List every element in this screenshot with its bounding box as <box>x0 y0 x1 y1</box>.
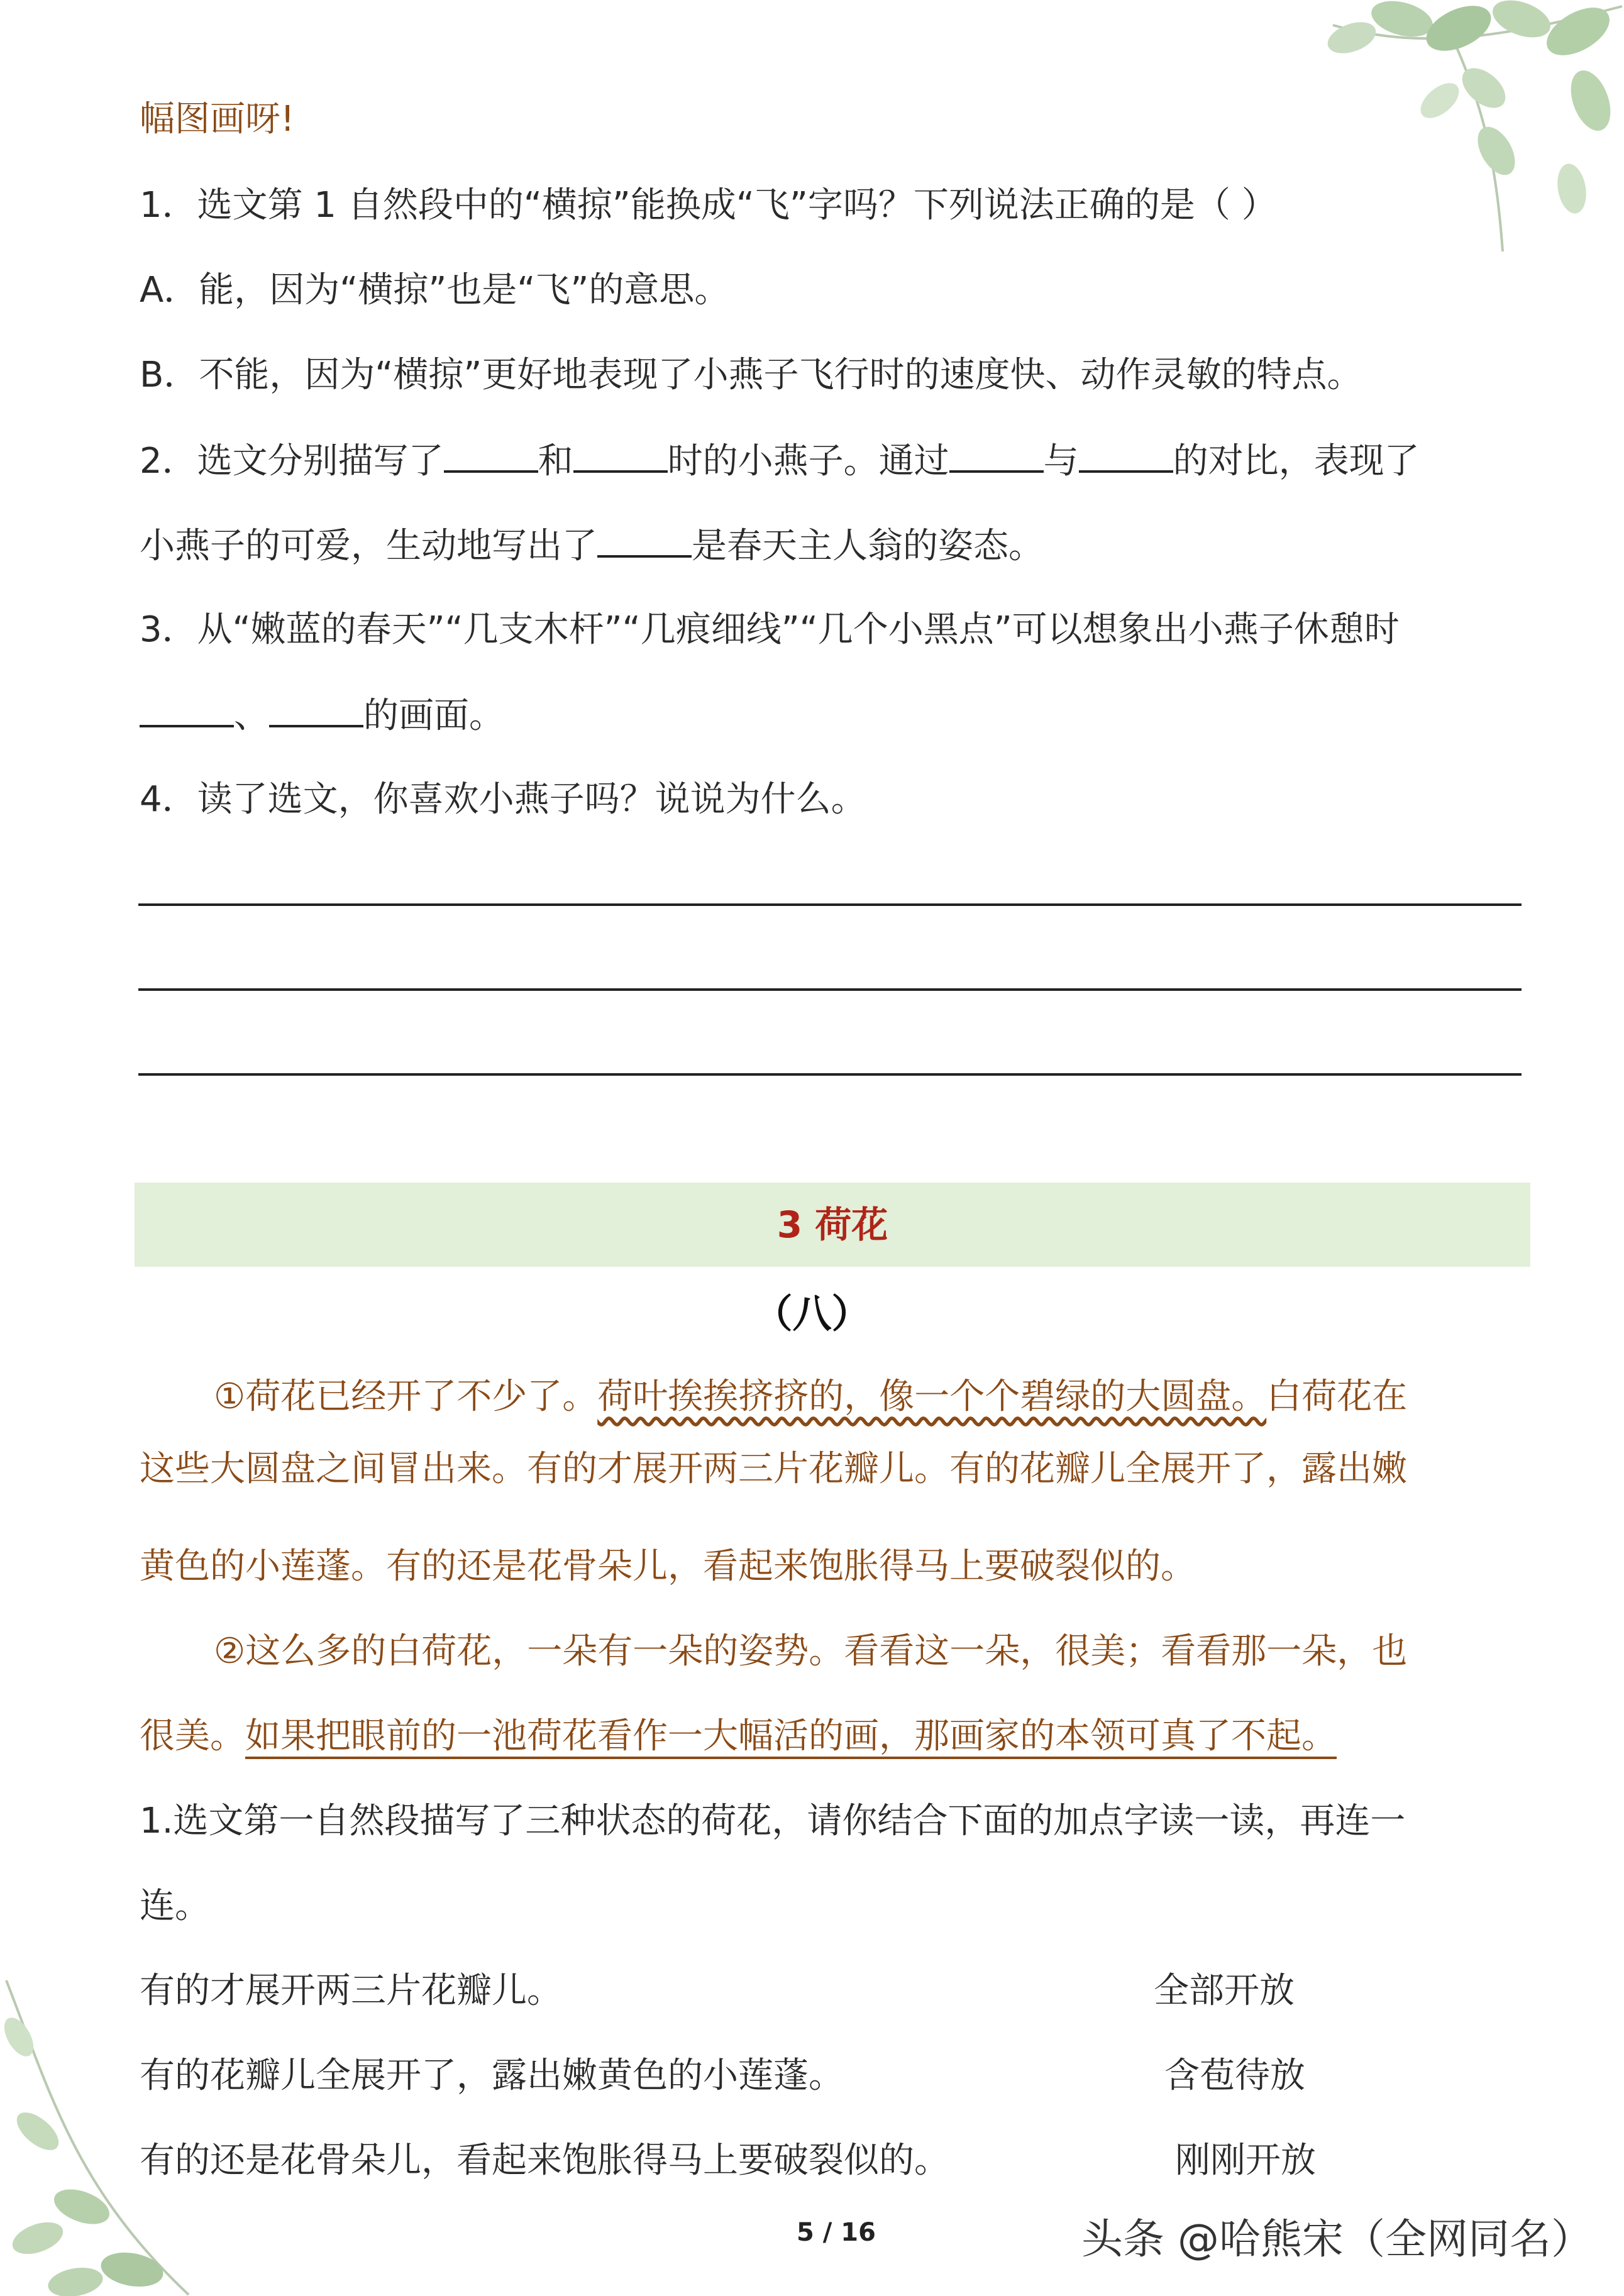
passage-wavy-underline: 荷叶挨挨挤挤的，像一个个碧绿的大圆盘。 <box>597 1376 1267 1417</box>
answer-line[interactable] <box>138 1073 1522 1076</box>
q2-text: 和 <box>538 441 573 482</box>
match-left-item[interactable]: 有的才展开两三片花瓣儿。 <box>140 1970 562 2011</box>
section-title: 3 荷花 <box>135 1183 1530 1267</box>
passage-solid-underline: 如果把眼前的一池荷花看作一大幅活的画，那画家的本领可真了不起。 <box>245 1716 1337 1757</box>
passage-text: 很美。 <box>140 1716 245 1757</box>
q3-tail: 的画面。 <box>363 695 504 736</box>
watermark-credit: 头条 @哈熊宋（全网同名） <box>1081 2215 1593 2263</box>
answer-blank[interactable] <box>444 435 538 473</box>
answer-blank[interactable] <box>1079 435 1173 473</box>
answer-blank[interactable] <box>573 435 668 473</box>
answer-line[interactable] <box>138 903 1522 906</box>
match-right-item[interactable]: 刚刚开放 <box>1175 2140 1316 2181</box>
question-2-line-2 <box>140 520 1044 571</box>
section-subtitle: （八） <box>753 1291 871 1337</box>
q2-text: 与 <box>1043 441 1079 482</box>
question-1-option-b: B．不能，因为“横掠”更好地表现了小燕子飞行时的速度快、动作灵敏的特点。 <box>140 355 1362 395</box>
q2-text: 是春天主人翁的姿态。 <box>692 526 1044 566</box>
question-3: 3．从“嫩蓝的春天”“几支木杆”“几痕细线”“几个小黑点”可以想象出小燕子休憩时 <box>140 609 1400 650</box>
q2-text: 小燕子的可爱，生动地写出了 <box>140 526 597 566</box>
exercise-q1-line-1: 1.选文第一自然段描写了三种状态的荷花，请你结合下面的加点字读一读，再连一 <box>140 1801 1406 1841</box>
page-number: 5 / 16 <box>797 2218 876 2247</box>
answer-line[interactable] <box>138 988 1522 991</box>
passage-p1-line-3: 黄色的小莲蓬。有的还是花骨朵儿，看起来饱胀得马上要破裂似的。 <box>140 1546 1196 1587</box>
question-1: 1．选文第 1 自然段中的“横掠”能换成“飞”字吗？下列说法正确的是（ ） <box>140 185 1277 226</box>
question-3-line-2 <box>140 690 504 741</box>
q2-text: 的对比，表现了 <box>1173 441 1420 482</box>
answer-blank[interactable] <box>597 520 692 558</box>
passage-text: ①荷花已经开了不少了。 <box>214 1376 598 1417</box>
match-left-item[interactable]: 有的花瓣儿全展开了，露出嫩黄色的小莲蓬。 <box>140 2055 844 2096</box>
q2-text: 2．选文分别描写了 <box>140 441 444 482</box>
question-1-option-a: A．能，因为“横掠”也是“飞”的意思。 <box>140 270 730 311</box>
answer-blank[interactable] <box>949 435 1044 473</box>
exercise-q1-line-2: 连。 <box>140 1885 210 1926</box>
passage-p1-line-1 <box>214 1372 1407 1422</box>
passage-p1-line-2: 这些大圆盘之间冒出来。有的才展开两三片花瓣儿。有的花瓣儿全展开了，露出嫩 <box>140 1449 1407 1489</box>
passage-p2-line-1: ②这么多的白荷花，一朵有一朵的姿势。看看这一朵，很美；看看那一朵，也 <box>214 1631 1408 1672</box>
passage-p2-line-2 <box>140 1711 1337 1762</box>
question-2-line-1 <box>140 435 1420 487</box>
match-right-item[interactable]: 含苞待放 <box>1164 2055 1305 2096</box>
question-4: 4．读了选文，你喜欢小燕子吗？说说为什么。 <box>140 779 866 820</box>
q2-text: 时的小燕子。通过 <box>667 441 949 482</box>
answer-blank[interactable] <box>269 690 363 727</box>
passage-tail: 幅图画呀! <box>140 99 295 140</box>
match-left-item[interactable]: 有的还是花骨朵儿，看起来饱胀得马上要破裂似的。 <box>140 2140 949 2181</box>
match-right-item[interactable]: 全部开放 <box>1154 1970 1295 2011</box>
leaf-decoration-bottom-left <box>0 1968 201 2296</box>
leaf-decoration-top-right <box>1295 0 1624 264</box>
answer-blank[interactable] <box>140 690 234 727</box>
q3-sep: 、 <box>234 695 269 736</box>
passage-text: 白荷花在 <box>1266 1376 1408 1417</box>
